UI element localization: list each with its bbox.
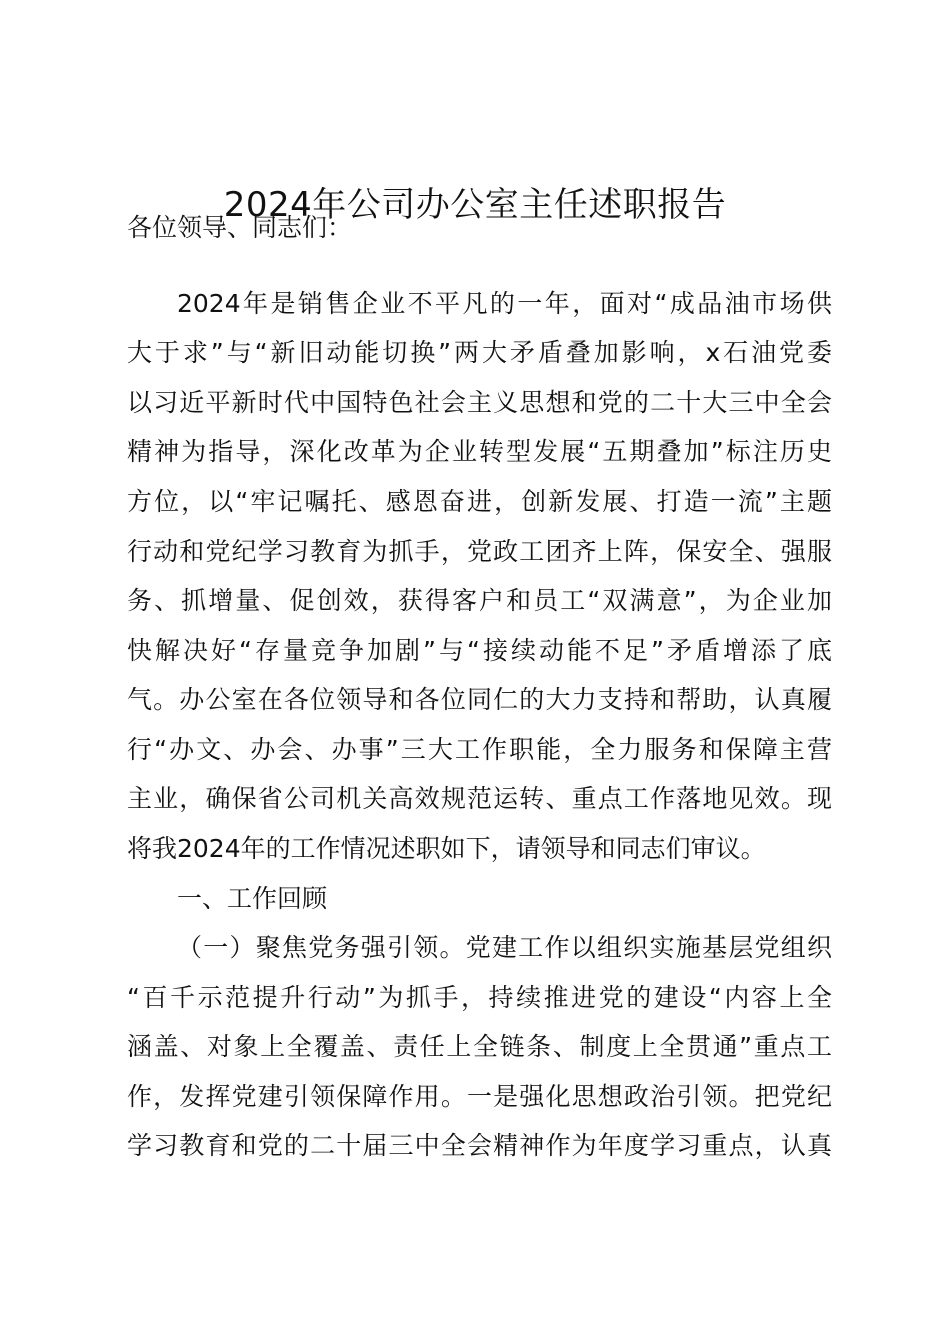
paragraph-line: 学习教育和党的二十届三中全会精神作为年度学习重点，认真 — [127, 1131, 832, 1160]
paragraph-line: 2024年是销售企业不平凡的一年，面对“成品油市场供 — [177, 289, 832, 318]
paragraph-line: 主业，确保省公司机关高效规范运转、重点工作落地见效。现 — [127, 784, 832, 813]
paragraph-line: （一）聚焦党务强引领。党建工作以组织实施基层党组织 — [177, 933, 832, 962]
paragraph-line: 精神为指导，深化改革为企业转型发展“五期叠加”标注历史 — [127, 437, 832, 466]
paragraph-line: 以习近平新时代中国特色社会主义思想和党的二十大三中全会 — [127, 388, 832, 417]
paragraph-line: “百千示范提升行动”为抓手，持续推进党的建设“内容上全 — [127, 983, 832, 1012]
salutation: 各位领导、同志们： — [127, 213, 353, 242]
paragraph-line: 作，发挥党建引领保障作用。一是强化思想政治引领。把党纪 — [127, 1082, 832, 1111]
paragraph-line: 将我2024年的工作情况述职如下，请领导和同志们审议。 — [127, 834, 766, 863]
paragraph-line: 行动和党纪学习教育为抓手，党政工团齐上阵，保安全、强服 — [127, 537, 832, 566]
paragraph-line: 涵盖、对象上全覆盖、责任上全链条、制度上全贯通”重点工 — [127, 1032, 832, 1061]
paragraph-line: 方位，以“牢记嘱托、感恩奋进，创新发展、打造一流”主题 — [127, 487, 832, 516]
paragraph-line: 大于求”与“新旧动能切换”两大矛盾叠加影响，x石油党委 — [127, 338, 832, 367]
paragraph-line: 气。办公室在各位领导和各位同仁的大力支持和帮助，认真履 — [127, 685, 832, 714]
paragraph-line: 务、抓增量、促创效，获得客户和员工“双满意”，为企业加 — [127, 586, 832, 615]
paragraph-line: 快解决好“存量竞争加剧”与“接续动能不足”矛盾增添了底 — [127, 636, 832, 665]
document-title: 2024年公司办公室主任述职报告 — [223, 185, 727, 225]
paragraph-line: 行“办文、办会、办事”三大工作职能，全力服务和保障主营 — [127, 735, 832, 764]
section-heading: 一、工作回顾 — [177, 884, 328, 913]
